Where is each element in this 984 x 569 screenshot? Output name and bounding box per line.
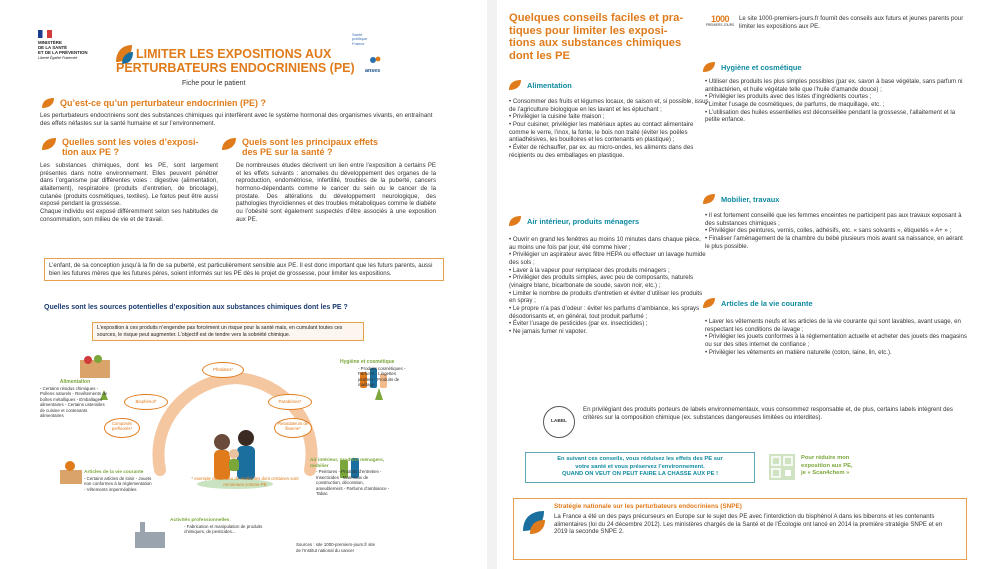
list-item: • Privilégier les produits avec des listes d’ingrédients courtes ; <box>705 93 872 101</box>
list-item: • Privilégier les jouets conformes à la réglementation actuelle et acheter des jouets des magasins ou sur des sites internet de confiance ; <box>705 333 967 349</box>
category-items: - Peintures - Produits d’entretien - Insecticides - Matériaux de construction, décoration, ameublement - Parfums d’ambiance - Tabac <box>316 469 390 497</box>
title-line: LIMITER LES EXPOSITIONS AUX <box>136 47 332 61</box>
category-items: - Fabrication et manipulation de produits chimiques, de pesticides... <box>184 523 263 535</box>
qr-code-icon[interactable] <box>769 454 795 480</box>
conclusion-line: votre santé et vous préservez l’environnement. <box>575 463 705 470</box>
heading-line: tion aux PE ? <box>62 146 120 157</box>
page-left <box>0 0 487 569</box>
category-items: - Produits cosmétiques - Parfums - Lingettes jetables - Produits de maillage <box>358 365 406 388</box>
page-title <box>116 47 366 76</box>
molecule-bubble: Bisphénol* <box>124 394 168 410</box>
section-heading-mobilier: Mobilier, travaux <box>721 195 780 204</box>
spf-line: Santé <box>352 32 363 37</box>
anses-label: anses <box>365 68 381 74</box>
title-line: tions aux substances chimiques <box>509 37 682 50</box>
logo-1000-premiers-jours <box>705 14 735 40</box>
spf-line: publique <box>352 36 368 42</box>
category-air <box>310 458 390 497</box>
snpe-text: La France a été un des pays précurseurs en Europe sur le sujet des PE avec l’interdiction du bisphénol A dans les biberons et les contenants alimentaires (loi du 24 décembre 2012). Les ministères chargés de la Santé et de l’Écologie ont lancé en 2014 la première stratégie SNPE et en 2019 la seconde SNPE 2. <box>554 513 943 536</box>
ministry-motto: Liberté Égalité Fraternité <box>38 56 78 61</box>
molecule-bubble: Parabènes* <box>268 394 312 410</box>
conclusion-line: QUAND ON VEUT ON PEUT FAIRE LA CHASSE AUX PE ! <box>561 471 719 478</box>
ministry-line: DE LA SANTÉ <box>38 45 68 51</box>
category-title: Activités professionnelles <box>170 518 230 523</box>
qr-line: Pour réduire mon <box>801 455 850 461</box>
section-text: Les perturbateurs endocriniens sont des substances chimiques qui interfèrent avec le système hormonal des organismes vivants, en entraînant des effets néfastes sur la santé humaine et sur l’environnement. <box>40 112 433 127</box>
vie-courante-list <box>705 318 967 356</box>
title-line: dont les PE <box>509 49 570 62</box>
category-title: Alimentation <box>59 379 91 385</box>
spf-line: France <box>352 40 365 46</box>
category-items: - Certains résidus chimiques - Pollens naturels - Revêtements de boîtes métalliques - Emballages alimentaires - Certains ustensiles de cuisine et contenants alimentaires <box>40 385 108 419</box>
mobilier-list <box>705 212 967 250</box>
sources-note: Sources : site 1000-premiers-jours.fr site de l’Institut national du cancer <box>296 542 376 553</box>
paragraph: Les substances chimiques, dont les PE, sont largement présentes dans notre environnement. Elles peuvent pénétrer dans l’organisme par différentes voies : digestive (alimentation, allaitement), respiratoire (produits d’entretien, de bricolage), cutanée (produits cosmétiques, textiles). Le fœtus peut être aussi exposé pendant la grossesse. <box>40 162 218 208</box>
list-item: • Ne jamais fumer ni vapoter. <box>509 328 587 336</box>
leaf-icon <box>40 136 58 152</box>
section-heading-alimentation: Alimentation <box>527 81 572 90</box>
leaf-icon <box>507 214 523 228</box>
example-note: * exemple de familles de molécules dont certaines sont reconnues comme PE <box>191 476 299 487</box>
site-text: Le site 1000-premiers-jours.fr fournit des conseils aux futurs et jeunes parents pour limiter les expositions aux PE. <box>739 15 964 30</box>
ministry-line: ET DE LA PRÉVENTION <box>38 50 88 56</box>
title-line: Quelques conseils faciles et pra- <box>509 12 684 24</box>
hygiene-list <box>705 78 967 124</box>
logo-1000: 1000 <box>710 14 730 24</box>
exposure-diagram <box>40 350 445 560</box>
leaf-icon <box>701 192 717 206</box>
child-sensitivity-box: L’enfant, de sa conception jusqu’à la fin de sa puberté, est particulièrement sensible aux PE. Il est donc important que les futurs parents, aussi bien les futures mères que les futures pères, soient informés sur les PE dès le projet de grossesse, pour limiter les expositions. <box>44 258 444 281</box>
leaf-logo-icon <box>520 507 548 537</box>
flag-icon <box>38 30 52 38</box>
list-item: • Laver à la vapeur pour remplacer des produits ménagers ; <box>509 266 670 274</box>
label-text: En privilégiant des produits porteurs de labels environnementaux, vous consommez responsable et, de plus, certains labels intègrent des critères sur la composition chimique (ex. substances dangereuses limitées ou interdites). <box>583 406 953 421</box>
sources-heading: Quelles sont les sources potentielles d’exposition aux substances chimiques dont les PE ? <box>44 304 348 311</box>
section-heading <box>242 138 412 158</box>
category-alimentation <box>40 380 110 419</box>
page2-title <box>509 12 705 62</box>
qr-line: exposition aux PE, <box>801 462 853 469</box>
molecule-bubble: Composés perfluorés* <box>104 418 140 438</box>
list-item: • Privilégier un aspirateur avec filtre HEPA ou effectuer un lavage humide des sols ; <box>509 251 706 267</box>
logo-1000-sub: PREMIERS JOURS <box>705 23 735 28</box>
label-badge-icon: LABEL <box>543 406 575 438</box>
molecule-bubble: Phtalates* <box>202 362 244 378</box>
heading-line: des PE sur la santé ? <box>242 146 333 157</box>
ministry-line: MINISTÈRE <box>38 40 62 45</box>
category-vie-courante <box>84 470 154 492</box>
category-pro <box>170 518 280 535</box>
page-right <box>497 0 984 569</box>
heading-line: Quels sont les principaux effets <box>242 137 379 147</box>
list-item: • Limiter le nombre de produits d’entretien et éviter d’utiliser les produits en spray ; <box>509 289 703 305</box>
leaf-icon <box>40 96 56 110</box>
conclusion-box <box>525 452 755 483</box>
air-list <box>509 236 709 336</box>
section-heading-vie-courante: Articles de la vie courante <box>721 299 813 308</box>
info-box: L’exposition à ces produits n’engendre pas forcément un risque pour la santé mais, en cumulant toutes ces sources, le risque peut augmenter. L’objectif est de tendre vers la sobriété chimique. <box>92 322 364 341</box>
title-line: PERTURBATEURS ENDOCRINIENS (PE) <box>116 60 355 75</box>
list-item: • Privilégier des peintures, vernis, colles, adhésifs, etc. « sans solvants », étiquetés « A+ » ; <box>705 227 952 235</box>
page-gap <box>487 0 497 569</box>
list-item: • Ouvrir en grand les fenêtres au moins 10 minutes dans chaque pièce, au moins une fois par jour, été comme hiver ; <box>509 236 701 251</box>
leaf-icon <box>220 136 238 152</box>
heading-line: Quelles sont les voies d’exposi- <box>62 137 199 147</box>
leaf-icon <box>507 78 523 92</box>
leaf-icon <box>701 296 717 310</box>
category-title: Air intérieur, produits ménagers, mobilier <box>310 458 385 469</box>
category-items: - Certains articles de loisir - Jouets non conformes à la réglementation - Vêtements imperméables <box>84 475 152 492</box>
list-item: • Privilégier des produits simples, avec peu de composants, naturels (vinaigre blanc, bicarbonate de soude, savon noir, etc.) ; <box>509 274 694 290</box>
list-item: • Limiter l’usage de cosmétiques, de parfums, de maquillage, etc. ; <box>705 101 885 109</box>
leaf-icon <box>701 60 717 74</box>
category-title: Hygiène et cosmétique <box>340 359 395 365</box>
ministry-logo <box>38 30 108 60</box>
snpe-box <box>513 498 967 560</box>
list-item: • Consommer des fruits et légumes locaux, de saison et, si possible, issus de l’agriculture biologique en les lavant et les épluchant ; <box>509 98 709 113</box>
qr-line: je « Scan4chem » <box>801 470 850 477</box>
alimentation-list <box>509 98 709 159</box>
section-heading-air: Air intérieur, produits ménagers <box>527 217 640 226</box>
list-item: • Utiliser des produits les plus simples possibles (par ex. savon à base végétale, sans parfum ni antibactérien, et huile végétale telle que l’huile d’amande douce) ; <box>705 78 963 93</box>
category-hygiene <box>340 360 410 388</box>
list-item: • Privilégier la cuisine faite maison ; <box>509 113 605 121</box>
list-item: • Finaliser l’aménagement de la chambre du bébé plusieurs mois avant sa naissance, en aérant le plus possible. <box>705 235 963 250</box>
section-heading <box>62 138 222 158</box>
section-text: De nombreuses études décrivent un lien entre l’exposition à certains PE et les effets suivants : anomalies du développement des organes de la reproduction, endométriose, infertilité, troubles de la puberté, cancers hormono-dépendants comme le cancer du sein ou le cancer de la prostate. Des altérations du développement neurologique, des pathologies thyroïdiennes et des troubles métaboliques comme le diabète ou l’obésité sont également suspectés d’être associés à une exposition aux PE. <box>236 162 436 223</box>
molecule-bubble: Retardateurs de flamme* <box>274 418 312 438</box>
list-item: • Le propre n’a pas d’odeur : éviter les parfums d’ambiance, les sprays désodorisants et, en général, tout produit parfumé ; <box>509 305 700 320</box>
section-heading-hygiene: Hygiène et cosmétique <box>721 63 802 72</box>
conclusion-line: En suivant ces conseils, vous réduisez les effets des PE sur <box>557 456 723 462</box>
category-title: Articles de la vie courante <box>84 470 144 475</box>
title-line: tiques pour limiter les exposi- <box>509 24 668 37</box>
list-item: • Éviter l’usage de pesticides (par ex. insecticides) ; <box>509 320 648 328</box>
spf-logo <box>352 33 392 46</box>
list-item: • Il est fortement conseillé que les femmes enceintes ne participent pas aux travaux exposant à des substances chimiques ; <box>705 212 962 227</box>
page-subtitle: Fiche pour le patient <box>182 80 246 87</box>
section-text <box>40 162 218 223</box>
scan4chem-text <box>801 455 921 478</box>
anses-logo <box>365 52 395 74</box>
list-item: • Privilégier les vêtements en matière naturelle (coton, laine, lin, etc.). <box>705 348 892 356</box>
list-item: • Éviter de réchauffer, par ex. au micro-ondes, les aliments dans des récipients ou des emballages en plastique. <box>509 144 694 159</box>
list-item: • Laver les vêtements neufs et les articles de la vie courante qui sont lavables, avant usage, en respectant les conditions de lavage ; <box>705 318 961 333</box>
snpe-title: Stratégie nationale sur les perturbateurs endocriniens (SNPE) <box>554 503 742 510</box>
section-heading: Qu’est-ce qu’un perturbateur endocrinien (PE) ? <box>60 98 267 108</box>
paragraph: Chaque individu est exposé différemment selon ses habitudes de consommation, son milieu de vie et de travail. <box>40 208 218 223</box>
list-item: • Pour cuisiner, privilégier les matériaux aptes au contact alimentaire comme le verre, l’inox, la fonte, le bois non traité (éviter les poêles antiadhésives, les bouilloires et les contenants en plastique) ; <box>509 121 694 144</box>
list-item: • L’utilisation des huiles essentielles est déconseillée pendant la grossesse, l’allaitement et la petite enfance. <box>705 108 956 124</box>
